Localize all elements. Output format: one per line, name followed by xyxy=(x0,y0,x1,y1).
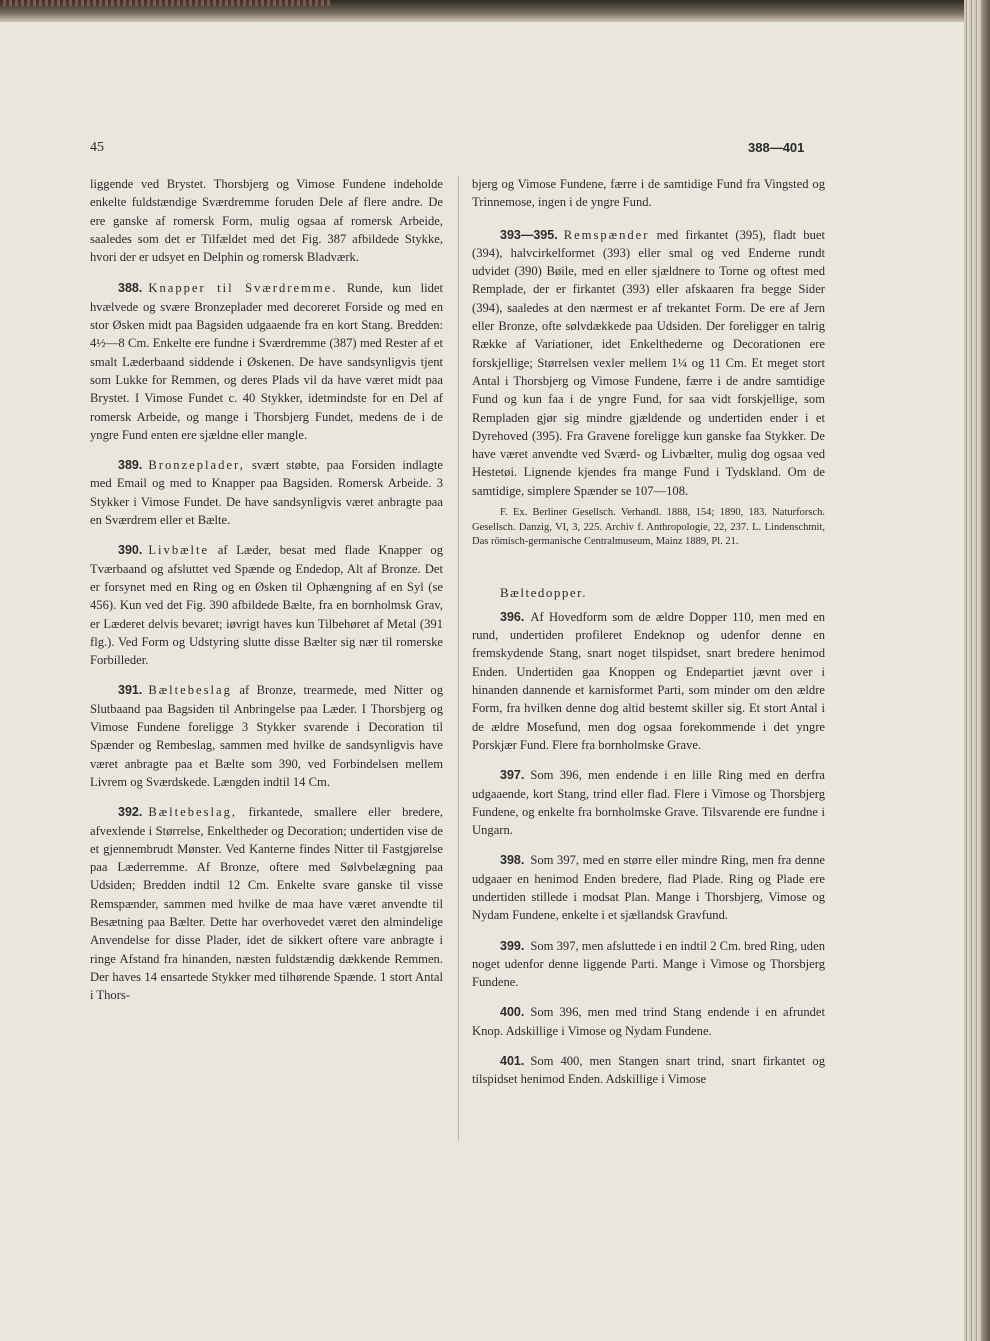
entry-text: Som 396, men endende i en lille Ring med en derfra udgaaende, kort Stang, trind eller flad. Flere i Vimose og Thorsbjerg Fundene, og enkelte fra bornholmske Grave. Tilsvarende ere fundne i Ungarn. xyxy=(472,768,825,838)
entry-392 xyxy=(90,803,443,1004)
entry-388 xyxy=(90,279,443,444)
entry-term: Bronzeplader, xyxy=(148,458,245,473)
entry-text: Som 400, men Stangen snart trind, snart firkantet og tilspidset henimod Enden. Adskillige i Vimose xyxy=(472,1054,825,1087)
entry-number: 401. xyxy=(500,1054,525,1069)
entry-399 xyxy=(472,937,825,992)
entry-term: Bæltebeslag xyxy=(148,683,232,698)
page-stack-edge xyxy=(964,0,990,1341)
entry-390 xyxy=(90,541,443,669)
entry-text: af Bronze, trearmede, med Nitter og Slutbaand paa Bagsiden til Anbringelse paa Læder. I Thorsbjerg og Vimose Fundene foreligge 3 Stykker svarende i Decoration til Spænder og Rembeslag, sammen med hvilke de sandsynligvis have været anbragte paa et Bælte som 390, ved Forbindelsen mellem Livrem og Sværdskede. Længden indtil 14 Cm. xyxy=(90,683,443,789)
entry-number: 396. xyxy=(500,609,525,624)
page-number: 45 xyxy=(90,140,104,155)
entry-393-395 xyxy=(472,226,825,500)
entry-text: Af Hovedform som de ældre Dopper 110, men med en rund, undertiden profileret Endeknop og udenfor denne en fremskydende Stang, snart noget tilspidset, snart bredere henimod Enden. Undertiden gaa Knoppen og Endepartiet jævnt over i hinanden dannende et karnisformet Parti, som minder om den ældre Form, fra hvilken denne dog altid bestemt skiller sig. Et stort Antal i de ældre Mosefund, men dog ogsaa forekommende i det yngre Porskjær Fund. Flere fra bornholmske Grave. xyxy=(472,609,825,752)
entry-number: 393—395. xyxy=(500,227,558,242)
entry-text: med firkantet (395), fladt buet (394), halvcirkelformet (393) eller smal og ved Enderne rundt udvidet (390) Bøile, med en eller sjældnere to Torne og oftest med Remplade, der er firkantet (393) eller afskaaren fra begge Sider (394), saaledes at den nærmest er af trekantet Form. De ere af Jern eller Bronze, ofte sølvdækkede paa Udsiden. Der foreligger en talrig Række af Variationer, idet Enkelthederne og Decorationen ere forskjellige; Størrelsen vexler mellem 1¼ og 11 Cm. Et meget stort Antal i Thorsbjerg og Vimose Fundene, færre i de andre samtidige Fund og kun faa i de yngre Fund, for saa vidt forskjellige, som Rempladen gjør sig mindre gjældende og undertiden ender i et Dyrehoved (395). Fra Gravene foreligge kun ganske faa Stykker. De have været anvendte ved Sværd- og Livbælter, mulig dog ogsaa ved Hestetøi. Lignende kjendes fra mange Fund i Tydskland. Om de samtidige, simplere Spænder se 107—108. xyxy=(472,227,825,498)
entry-number: 391. xyxy=(118,683,143,698)
left-column xyxy=(90,175,443,1016)
right-column xyxy=(472,175,825,1101)
entry-396 xyxy=(472,608,825,754)
references-text: F. Ex. Berliner Gesellsch. Verhandl. 1888, 154; 1890, 183. Naturforsch. Gesellsch. Danzig, VI, 3, 225. Archiv f. Anthropologie, 22, 237. L. Lindenschmit, Das römisch-germanische Centralmuseum, Mainz 1889, Pl. 21. xyxy=(472,507,825,548)
page-stack-shadow xyxy=(982,0,990,1341)
entry-389 xyxy=(90,456,443,529)
entry-text: firkantede, smallere eller bredere, afvexlende i Størrelse, Enkeltheder og Decoration; undertiden vise de et gjennembrudt Mønster. Ved Kanterne findes Nitter til Fastgjørelse paa Læderremme. Af Bronze, oftere med Sølvbelægning paa Udsiden; Bredden indtil 12 Cm. Enkelte svare ganske til visse Remspænder, sammen med hvilke de maa have været anvendte til Besætning paa Bælter. Dette har overhovedet været den almindelige Anvendelse for disse Plader, idet de sikkert oftere vare anbragte i ringe Afstand fra hinanden, næsten fuldstændig dækkende Remmen. Der haves 14 ensartede Stykker med tilhørende Spænde. 1 stort Antal i Thors- xyxy=(90,805,443,1003)
entry-400 xyxy=(472,1003,825,1040)
entry-text: Som 397, med en større eller mindre Ring, men fra denne udgaaer en henimod Enden bredere, flad Plade. Ring og Plade ere undertiden stillede i modsat Plan. Mange i Thorsbjerg, Vimose og Nydam Fundene, enkelte i et sjællandsk Gravfund. xyxy=(472,853,825,923)
entry-text: Runde, kun lidet hvælvede og svære Bronzeplader med decoreret Forside og med en stor Øsken midt paa Bagsiden udgaaende fra en kort Stang. Bredden: 4½—8 Cm. Enkelte ere fundne i Sværdremme (387) med Rester af et smalt Læderbaand siddende i Øskenen. De have sandsynligvis tjent som Lukke for Remmen, og deres Plads vil da have været midt paa Brystet. I Vimose Fundet c. 40 Stykker, idetmindste for en Del af romersk Arbeide, og mange i Thorsbjerg Fundet, medens de i de yngre Fund enten ere sjældne eller mangle. xyxy=(90,281,443,442)
section-title: Bæltedopper. xyxy=(500,584,587,600)
entry-number: 390. xyxy=(118,543,143,558)
entry-391 xyxy=(90,681,443,791)
binding-texture xyxy=(0,0,330,6)
page-top-edge xyxy=(0,0,990,22)
entry-number: 398. xyxy=(500,853,525,868)
entry-term: Knapper til Sværdremme. xyxy=(148,281,338,296)
column-divider xyxy=(458,176,459,1141)
entry-397 xyxy=(472,766,825,839)
entry-range: 388—401 xyxy=(748,140,805,155)
entry-398 xyxy=(472,851,825,924)
left-intro: liggende ved Brystet. Thorsbjerg og Vimose Fundene indeholde enkelte fuldstændige Sværdremme foruden Dele af flere andre. De ere ganske af romersk Form, mulig ogsaa af romersk Arbeide, saaledes som det er Tilfældet med det Fig. 387 afbildede Stykke, hvori der er udsyet en Delphin og romersk Bladværk. xyxy=(90,177,443,265)
entry-401 xyxy=(472,1052,825,1089)
references-footnote xyxy=(472,506,825,550)
entry-term: Remspænder xyxy=(563,227,650,242)
entry-number: 399. xyxy=(500,938,525,953)
entry-term: Bæltebeslag, xyxy=(148,805,238,820)
entry-text: svært støbte, paa Forsiden indlagte med Email og med to Knapper paa Bagsiden. Romersk Arbeide. 3 Stykker i Vimose Fundet. De have sandsynligvis været anbragte paa en Sværdrem eller et Bælte. xyxy=(90,458,443,528)
entry-text: Som 397, men afsluttede i en indtil 2 Cm. bred Ring, uden noget udenfor denne liggende Parti. Mange i Vimose og Thorsbjerg Fundene. xyxy=(472,938,825,990)
entry-number: 397. xyxy=(500,768,525,783)
entry-text: af Læder, besat med flade Knapper og Tværbaand og afsluttet ved Spænde og Endedop, Alt af Bronze. Det er forsynet med en Ring og en Øsken til Ophængning af en Syl (se 456). Kun ved det Fig. 390 afbildede Bælte, fra en bornholmsk Grav, er Læderet delvis bevaret; iøvrigt haves kun Tilbehøret af Metal (391 flg.). Ved Form og Udstyring slutte disse Bælter sig nær til romerske Forbilleder. xyxy=(90,543,443,668)
entry-number: 389. xyxy=(118,458,143,473)
right-intro: bjerg og Vimose Fundene, færre i de samtidige Fund fra Vingsted og Trinnemose, ingen i de yngre Fund. xyxy=(472,177,825,210)
entry-number: 392. xyxy=(118,805,143,820)
entry-term: Livbælte xyxy=(148,543,210,558)
entry-text: Som 396, men med trind Stang endende i en afrundet Knop. Adskillige i Vimose og Nydam Fundene. xyxy=(472,1005,825,1038)
entry-number: 388. xyxy=(118,281,143,296)
entry-number: 400. xyxy=(500,1005,525,1020)
